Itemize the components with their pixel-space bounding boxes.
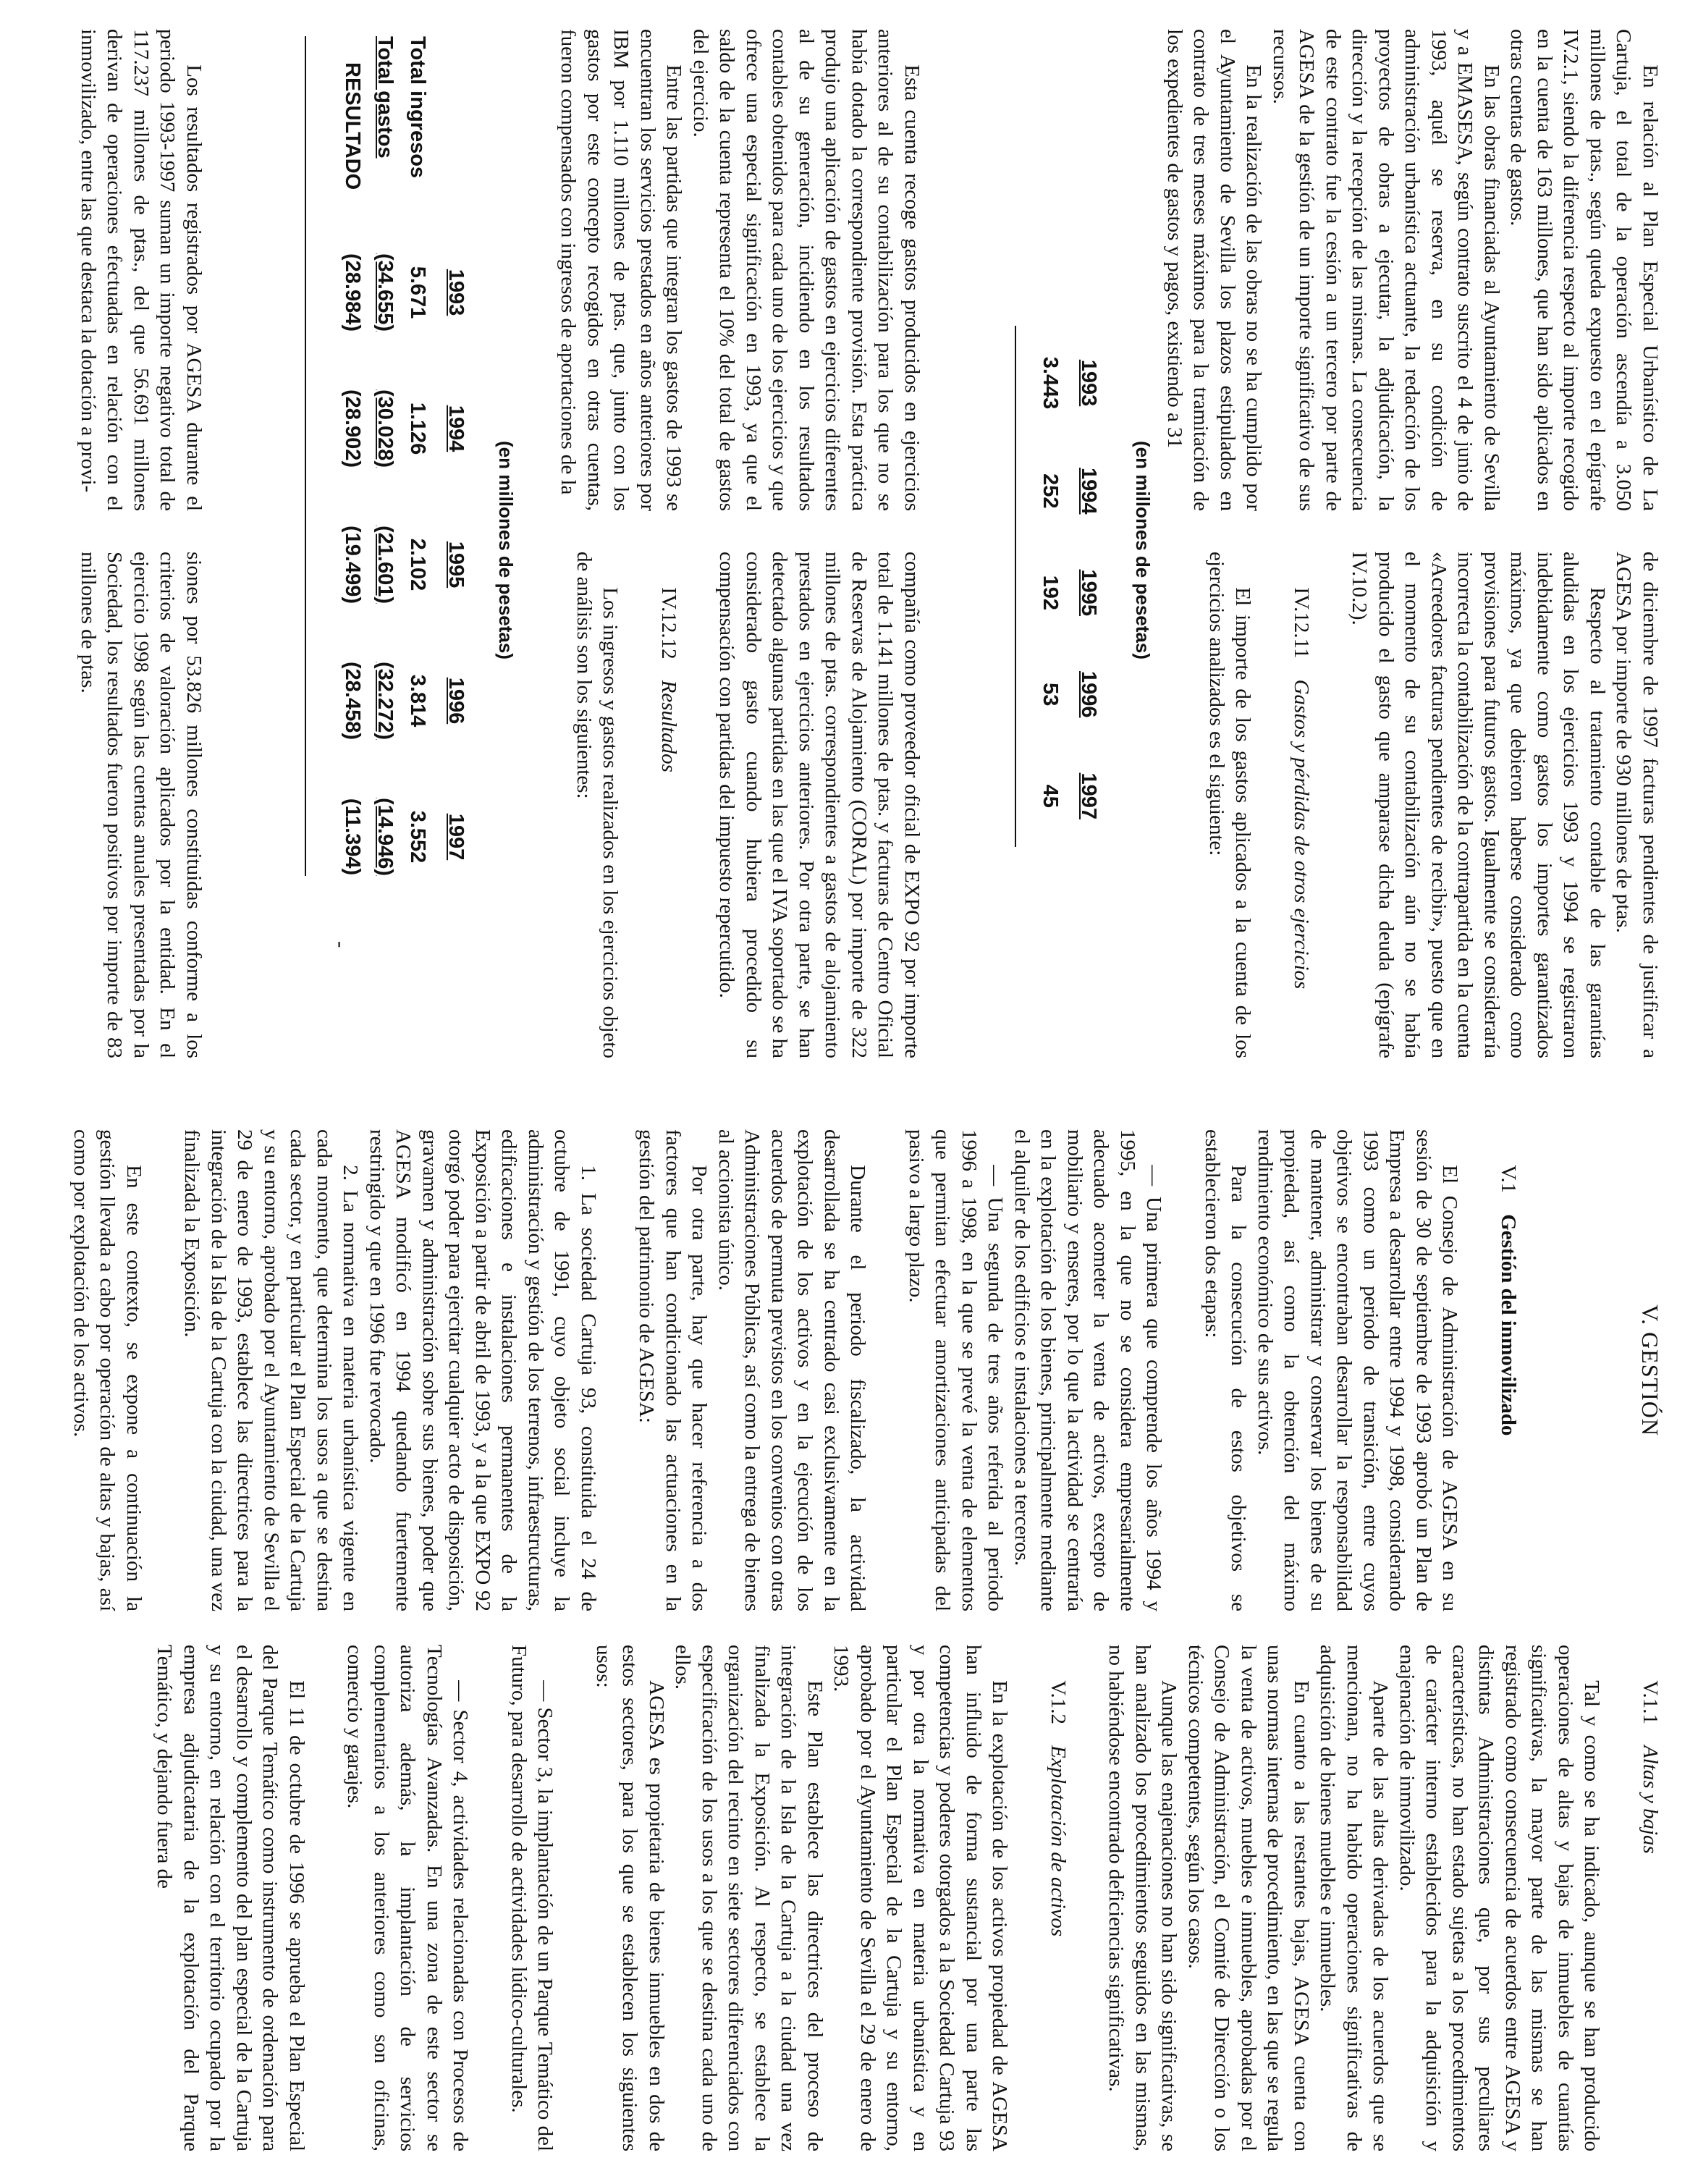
page-title: V. GESTIÓN: [1637, 1304, 1663, 1436]
row-label: Total gastos: [373, 36, 397, 159]
paragraph: Por otra parte, hay que hacer referencia a dos factores que han condicionado las actuaciones en la gestión del patrimonio de AGESA:: [635, 1129, 711, 1611]
section-title: Altas y bajas: [1639, 1745, 1662, 1854]
table-2-corner: [434, 36, 468, 224]
table-2-cell: 3.814: [406, 674, 429, 728]
list-item: — Una primera que comprende los años 1994 y 1995, en la que no se considera empresarialmente adecuado acometer la venta de activos, excepto de mobiliario y enseres, por lo que la actividad se centraría en la explotación de los bienes, principalmente mediante el alquiler de los edificios e instalaciones a terceros.: [1010, 1129, 1166, 1611]
table-2-cell: 5.671: [406, 266, 429, 319]
table-1-header: 1997: [1077, 772, 1100, 819]
table-2-cell: (19.499): [341, 525, 364, 604]
paragraph: Respecto al tratamiento contable de las garantías aludidas en los ejercicios 1993 y 1994 se registraron indebidamente como gastos los importes garantizados máximos, ya que debieron haberse considerado como provisiones para futuros gastos. Igualmente se consideraría incorrecta la contabilización de la contrapartida en la cuenta «Acreedores facturas pendientes de recibir», puesto que en el momento de su contabilización aún no se había producido el gasto que amparase dicha deuda (epígrafe IV.10.2).: [1348, 552, 1609, 1058]
table-1-cell: 3.443: [1039, 356, 1062, 410]
paragraph: Tal y como se ha indicado, aunque se han producido operaciones de altas y bajas de inmuebles de cuantías significativas, la mayor parte de las mismas se han registrado como consecuencia de acuerdos entre AGESA y distintas Administraciones que, por sus peculiares características, no han estado sujetas a los procedimientos de carácter interno establecidos para la adquisición y enajenación de inmovilizado.: [1395, 1645, 1604, 2151]
table-2-header: 1996: [444, 677, 468, 725]
paragraph: Entre las partidas que integran los gastos de 1993 se encuentran los servicios prestados en años anteriores por IBM por 1.110 millones de ptas. que, junto con los gastos por este concepto recogidos en otras cuentas, fueron compensados con ingresos de aportaciones de la: [557, 29, 686, 511]
list-item: 1. La sociedad Cartuja 93, constituida el 24 de octubre de 1991, cuyo objeto social incluye la administración y gestión de los terrenos, infraestructuras, edificaciones e instalaciones permanentes de la Exposición a partir de abril de 1993, y a la que EXPO 92 otorgó poder para ejercitar cualquier acto de disposición, gravamen y administración sobre sus bienes, poder que AGESA modificó en 1994 quedando fuertemente restringido y que en 1996 fue revocado.: [366, 1129, 600, 1611]
table-1-cell: 45: [1039, 784, 1062, 808]
row-label: Total ingresos: [406, 36, 429, 179]
paragraph: En la explotación de los activos propiedad de AGESA han influido de forma sustancial por una parte las competencias y poderes otorgados a la Sociedad Cartuja 93 y por otra la normativa en materia urbanística y en particular el Plan Especial de la Cartuja y su entorno, aprobado por el Ayuntamiento de Sevilla el 29 de enero de 1993.: [829, 1645, 1012, 2151]
section-heading: [1637, 1645, 1664, 2151]
left-column-2-bottom: [75, 552, 208, 1058]
section-heading: [656, 552, 683, 1058]
table-1-cell: 192: [1039, 575, 1062, 610]
table-2-cell: (30.028): [373, 389, 397, 468]
left-column-1: [1162, 29, 1664, 511]
table-row: [368, 36, 401, 905]
table-2-header: 1997: [444, 813, 468, 861]
table-2-cell: 1.126: [406, 402, 429, 455]
table-2-cell: 2.102: [406, 538, 429, 591]
paragraph: Durante el periodo fiscalizado, la actividad desarrollada se ha centrado casi exclusivamente en la explotación de los activos y en la ejecución de los acuerdos de permuta previstos en los convenios con otras Administraciones Públicas, así como la entrega de bienes al accionista único.: [714, 1129, 870, 1611]
paragraph: Para la consecución de estos objetivos se establecieron dos etapas:: [1201, 1129, 1251, 1611]
paragraph: Los resultados registrados por AGESA durante el periodo 1993-1997 suman un importe negativo total de 117.237 millones de ptas., del que 56.691 millones derivan de operaciones efectuadas en relación con el inmovilizado, entre las que destaca la dotación a provi-: [77, 29, 206, 511]
table-row: [336, 36, 368, 905]
left-column-1-bottom: [75, 29, 208, 511]
paragraph: En las obras financiadas al Ayuntamiento de Sevilla y a EMASESA, según contrato suscrito el 4 de junio de 1993, aquél se reserva, en su condición de administración urbanística actuante, la redacción de los proyectos de obras a ejecutar, la adjudicación, la dirección y la recepción de las mismas. La consecuencia de este contrato fue la cesión a un tercero por parte de AGESA de la gestión de un importe significativo de sus recursos.: [1269, 29, 1503, 511]
stray-mark: -: [329, 941, 352, 948]
table-1-bottom-rule: [1015, 326, 1016, 847]
paragraph: siones por 53.826 millones constituidas conforme a los criterios de valoración aplicados por la entidad. En el ejercicio 1998 según las cuentas anuales presentadas por la Sociedad, los resultados fueron positivos por importe de 83 millones de ptas.: [77, 552, 206, 1058]
list-item: — Una segunda de tres años referida al periodo 1996 a 1998, en la que se prevé la venta de elementos que permitan efectuar amortizaciones anticipadas del pasivo a largo plazo.: [905, 1129, 1008, 1611]
paragraph: compañía como proveedor oficial de EXPO 92 por importe total de 1.141 millones de ptas. y facturas de Centro Oficial de Reservas de Alojamiento (CORAL) por importe de 322 millones de ptas. correspondientes a gastos de alojamiento prestados en ejercicios anteriores. Por otra parte, se han detectado algunas partidas en las que el IVA soportado se ha considerado gasto cuando hubiera procedido su compensación con partidas del impuesto repercutido.: [715, 552, 924, 1058]
section-heading: [1045, 1645, 1072, 2151]
paragraph: Esta cuenta recoge gastos producidos en ejercicios anteriores al de su contabilización para los que no se había dotado la correspondiente provisión. Esta práctica produjo una aplicación de gastos en ejercicios diferentes al de su generación, incidiendo en los resultados contables obtenidos para cada uno de los ejercicios y que ofrece una especial significación en 1993, ya que el saldo de la cuenta representa el 10% del total de gastos del ejercicio.: [689, 29, 924, 511]
list-item: — Sector 4, actividades relacionadas con Procesos de Tecnologías Avanzadas. En una zona de este sector se autoriza además, la implantación de servicios complementarios a los anteriores como son oficinas, comercio y garajes.: [343, 1645, 473, 2151]
right-column-2: [151, 1645, 1663, 2151]
paragraph: En cuanto a las restantes bajas, AGESA cuenta con unas normas internas de procedimiento, en las que se regula la venta de activos, muebles e inmuebles, aprobadas por el Consejo de Administración, el Comité de Dirección o los técnicos competentes, según los casos.: [1184, 1645, 1313, 2151]
table-2-bottom-rule: [305, 36, 306, 876]
table-2-cell: (21.601): [373, 525, 397, 604]
paragraph: El 11 de octubre de 1996 se aprueba el Plan Especial del Parque Temático como instrumento de ordenación para el desarrollo y complemento del plan especial de la Cartuja y su entorno, en relación con el territorio ocupado por la empresa adjudicataria de la explotación del Parque Temático, y dejando fuera de: [153, 1645, 308, 2151]
table-2-cell: (34.655): [373, 253, 397, 332]
section-heading: [1495, 1129, 1522, 1611]
table-2-header: 1993: [444, 269, 468, 316]
section-number: V.1: [1497, 1165, 1520, 1194]
section-number: IV.12.11: [1290, 587, 1313, 659]
list-item: 2. La normativa en materia urbanística vigente en cada momento, que determina los usos a que se destina cada sector, y en particular el Plan Especial de la Cartuja y su entorno, aprobado por el Ayuntamiento de Sevilla el 29 de enero de 1993, establece las directrices para la integración de la Isla de la Cartuja con la ciudad, una vez finalizada la Exposición.: [180, 1129, 363, 1611]
table-2-cell: (32.272): [373, 661, 397, 740]
paragraph: El importe de los gastos aplicados a la cuenta de los ejercicios analizados es el siguiente:: [1205, 552, 1255, 1058]
paragraph: AGESA es propietaria de bienes inmuebles en dos de estos sectores, para los que se establecen los siguientes usos:: [592, 1645, 668, 2151]
table-1-units: (en millones de pesetas): [1132, 441, 1154, 659]
table-2-cell: (28.902): [341, 389, 364, 468]
paragraph: Los ingresos y gastos realizados en los ejercicios objeto de análisis son los siguientes:: [573, 552, 622, 1058]
left-column-2-middle: [571, 552, 926, 1058]
section-title: Gastos y pérdidas de otros ejercicios: [1290, 679, 1313, 990]
section-number: V.1.1: [1639, 1680, 1662, 1725]
paragraph: En la realización de las obras no se ha cumplido por el Ayuntamiento de Sevilla los plazos estipulados en contrato de tres meses máximos para la tramitación de los expedientes de gastos y pagos, existiendo a 31: [1163, 29, 1266, 511]
section-title: Gestión del inmovilizado: [1497, 1214, 1520, 1436]
table-1-header: 1993: [1077, 359, 1100, 407]
row-label: RESULTADO: [341, 62, 364, 190]
list-item: — Sector 3, la implantación de un Parque Temático del Futuro, para desarrollo de actividades lúdico-culturales.: [507, 1645, 557, 2151]
paragraph: Aparte de las altas derivadas de los acuerdos que se mencionan, no ha habido operaciones significativas de adquisición de bienes muebles e inmuebles.: [1316, 1645, 1393, 2151]
table-2-cell: (28.458): [341, 661, 364, 740]
table-2-units: (en millones de pesetas): [495, 441, 517, 659]
paragraph: El Consejo de Administración de AGESA en su sesión de 30 de septiembre de 1993 aprobó un Plan de Empresa a desarrollar entre 1994 y 1998, considerando 1993 como un periodo de transición, entre cuyos objetivos se encontraban desarrollar la responsabilidad de mantener, administrar y conservar los bienes de su propiedad, así como la obtención del máximo rendimiento económico de sus activos.: [1254, 1129, 1462, 1611]
table-1-cell: 252: [1039, 473, 1062, 509]
table-2-header: 1994: [444, 405, 468, 452]
table-1-header: 1995: [1077, 569, 1100, 617]
table-2-cell: 3.552: [406, 810, 429, 864]
table-2-cell: (28.984): [341, 253, 364, 332]
paragraph: Aunque las enajenaciones no han sido significativas, se han analizado los procedimientos seguidos en las mismas, no habiéndose encontrado deficiencias significativas.: [1104, 1645, 1181, 2151]
section-title: Resultados: [657, 680, 680, 772]
left-column-2-top: [1204, 552, 1664, 1058]
right-column-1: [68, 1129, 1522, 1611]
paragraph: Este Plan establece las directrices del proceso de integración de la Isla de la Cartuja a la ciudad una vez finalizada la Exposición. Al respecto, se establece la organización del recinto en siete sectores diferenciados con especificación de los usos a los que se destina cada uno de ellos.: [671, 1645, 827, 2151]
table-2-cell: (14.946): [373, 797, 397, 876]
paragraph: En este contexto, se expone a continuación la gestión llevada a cabo por operación de altas y bajas, así como por explotación de los activos.: [69, 1129, 145, 1611]
section-title: Explotación de activos: [1047, 1745, 1070, 1937]
table-2-cell: (11.394): [341, 798, 364, 876]
table-row: [401, 36, 434, 905]
table-1-header: 1996: [1077, 670, 1100, 718]
table-1: [1034, 326, 1100, 847]
table-2-header: 1995: [444, 541, 468, 589]
table-1-header: 1994: [1077, 468, 1100, 515]
section-number: IV.12.12: [657, 587, 680, 659]
paragraph: de diciembre de 1997 facturas pendientes de justificar a AGESA por importe de 930 millones de ptas.: [1612, 552, 1662, 1058]
paragraph: En relación al Plan Especial Urbanístico de La Cartuja, el total de la operación ascendía a 3.050 millones de ptas., según queda expuesto en el epígrafe IV.2.1, siendo la diferencia respecto al importe recogido en la cuenta de 163 millones, que han sido aplicados en otras cuentas de gastos.: [1506, 29, 1662, 511]
left-column-1-middle: [555, 29, 925, 511]
table-1-cell: 53: [1039, 683, 1062, 707]
section-number: V.1.2: [1047, 1680, 1070, 1725]
table-2: [336, 36, 468, 905]
section-heading: [1288, 552, 1315, 1058]
